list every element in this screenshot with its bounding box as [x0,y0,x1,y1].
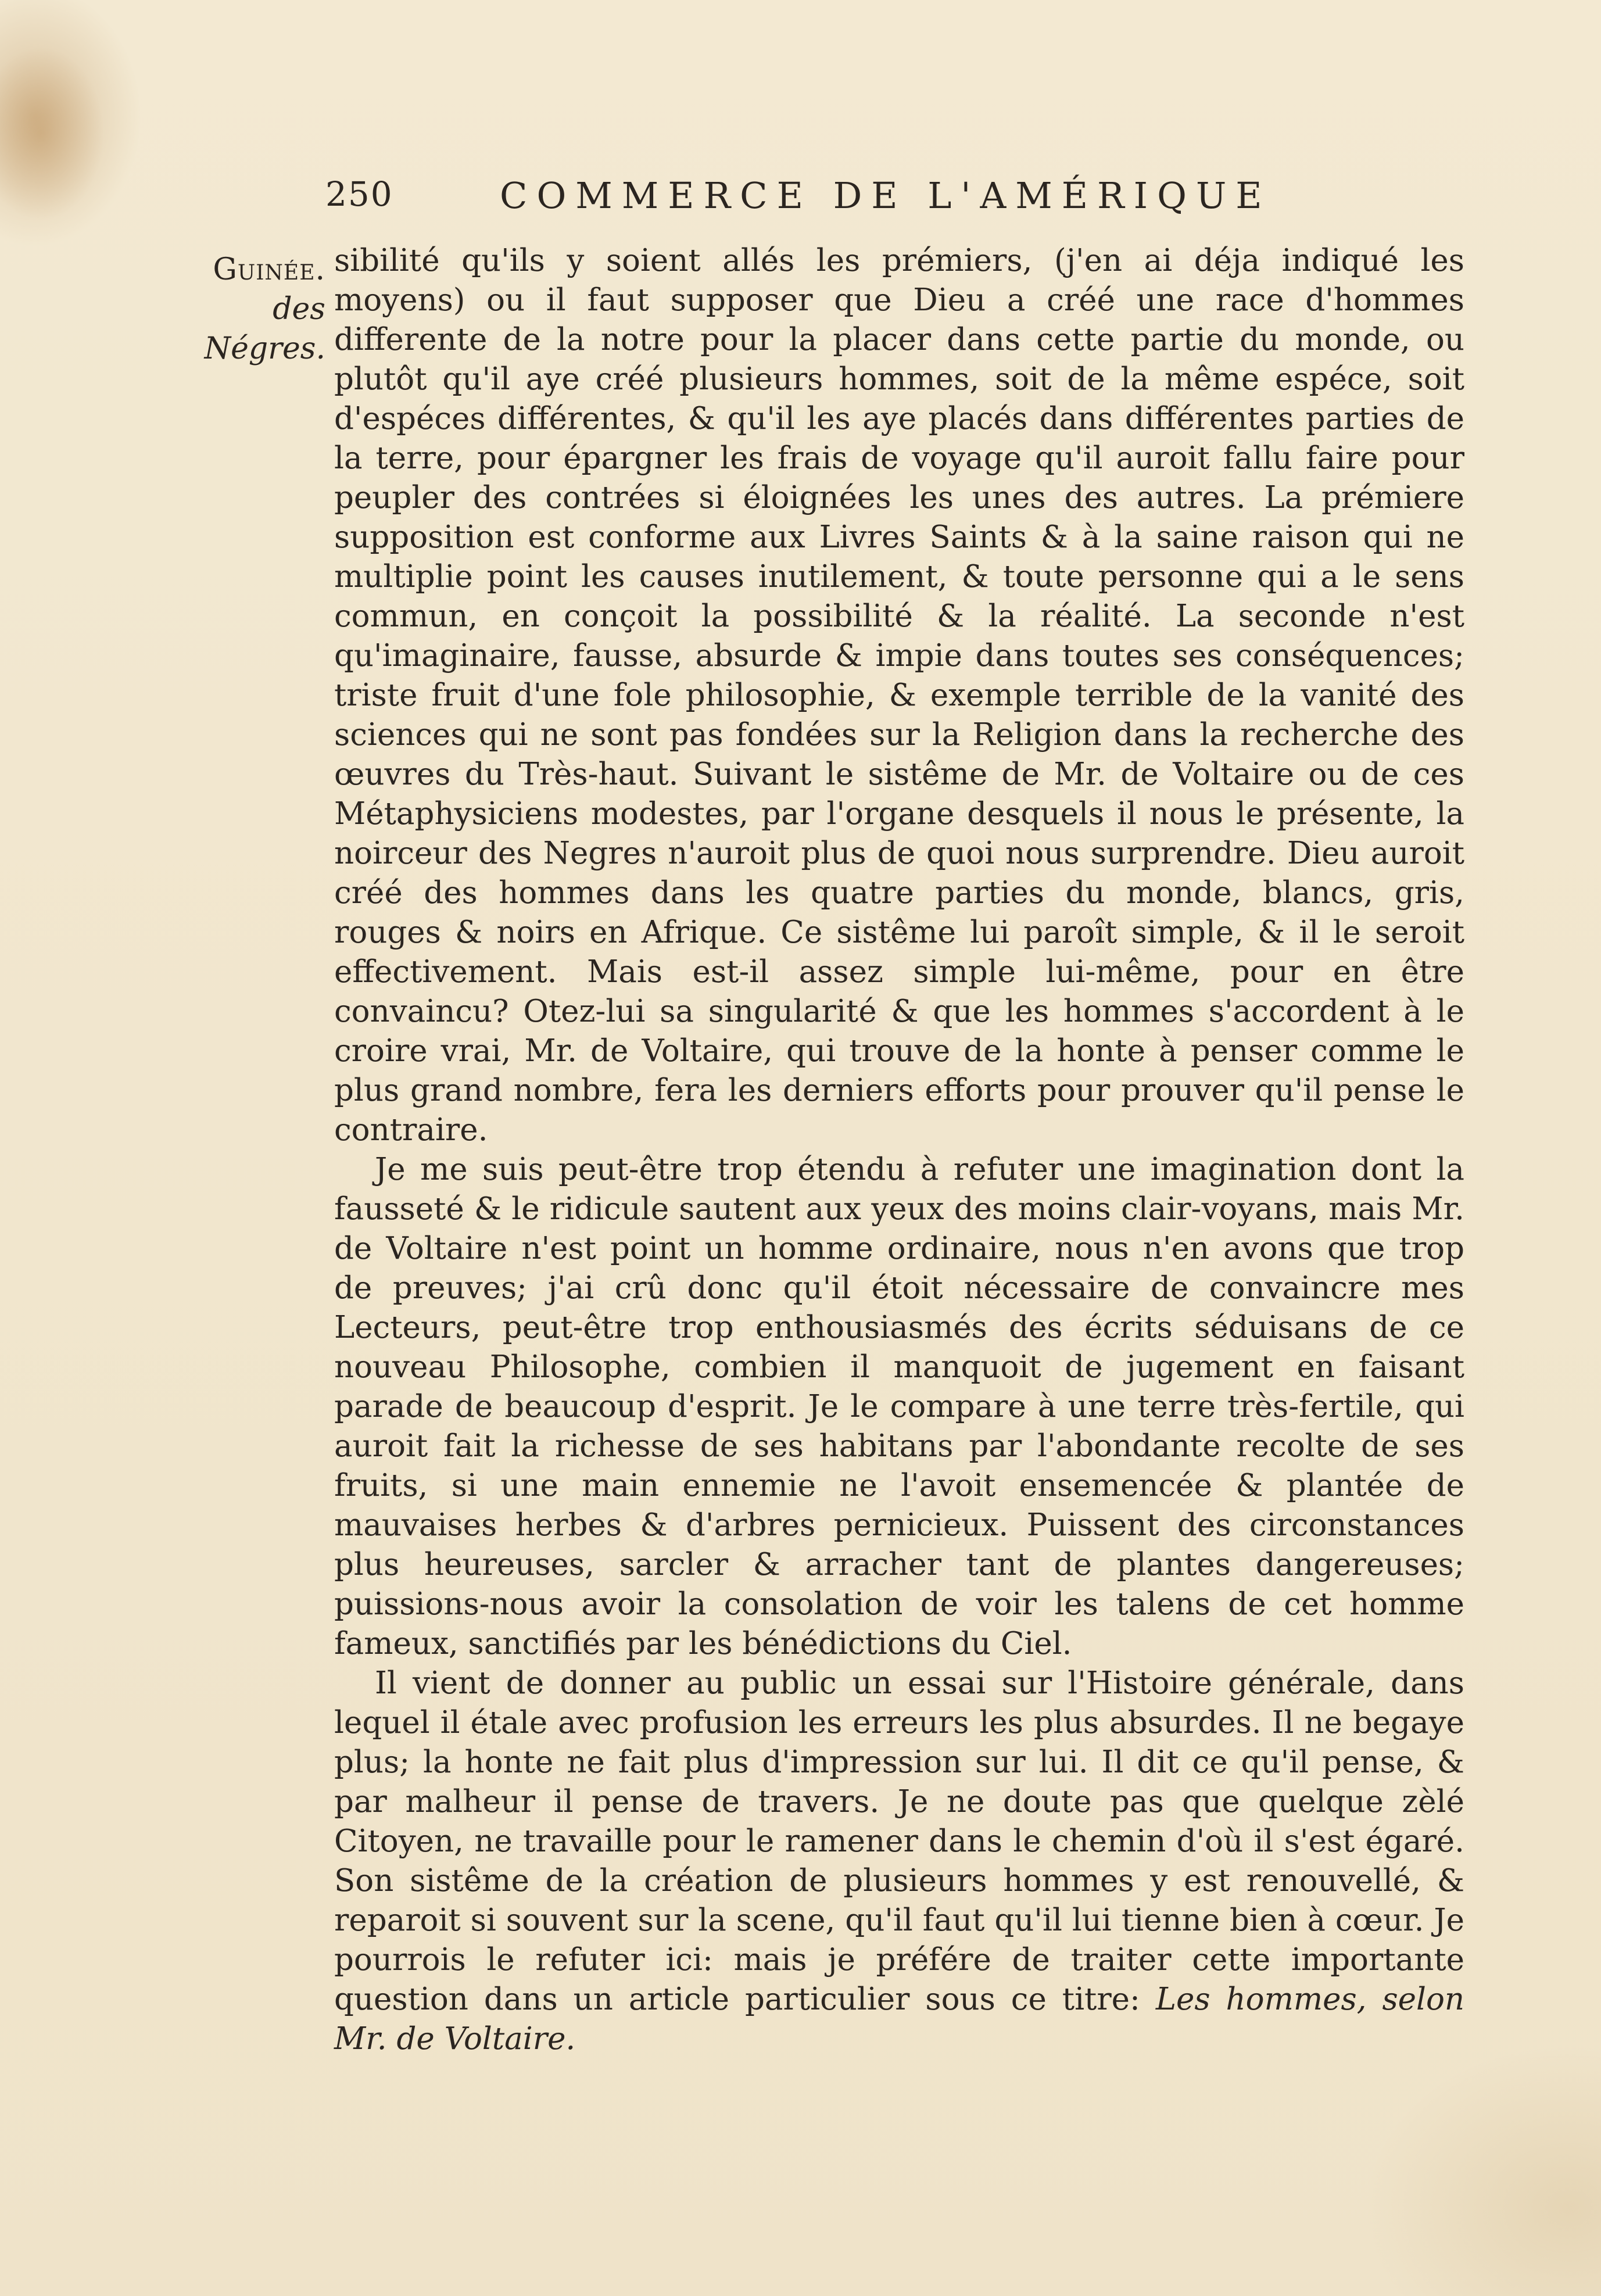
margin-note-guinee: Guinée. [213,252,325,287]
running-title: COMMERCE DE L'AMÉRIQUE [500,174,1272,217]
body-text [334,241,1464,2059]
margin-notes [157,250,325,368]
paragraph-3 [334,1664,1464,2059]
paragraph-3-text: Il vient de donner au public un essai sur l'Histoire générale, dans lequel il étale avec profusion les erreurs les plus absurdes. Il ne begaye plus; la honte ne fait plus d'impression sur lui. Il dit ce qu'il pense, & par malheur il pense de travers. Je ne doute pas que quelque zèlé Citoyen, ne travaille pour le ramener dans le chemin d'où il s'est égaré. Son sistême de la création de plusieurs hommes y est renouvellé, & reparoit si souvent sur la scene, qu'il faut qu'il lui tienne bien à cœur. Je pourrois le refuter ici: mais je préfére de traiter cette importante question dans un article particulier sous ce titre: [334,1665,1464,2017]
paragraph-1: sibilité qu'ils y soient allés les prémiers, (j'en ai déja indiqué les moyens) ou il faut supposer que Dieu a créé une race d'hommes differente de la notre pour la placer dans cette partie du monde, ou plutôt qu'il aye créé plusieurs hommes, soit de la même espéce, soit d'espéces différentes, & qu'il les aye placés dans différentes parties de la terre, pour épargner les frais de voyage qu'il auroit fallu faire pour peupler des contrées si éloignées les unes des autres. La prémiere supposition est conforme aux Livres Saints & à la saine raison qui ne multiplie point les causes inutilement, & toute personne qui a le sens commun, en conçoit la possibilité & la réalité. La seconde n'est qu'imaginaire, fausse, absurde & impie dans toutes ses conséquences; triste fruit d'une fole philosophie, & exemple terrible de la vanité des sciences qui ne sont pas fondées sur la Religion dans la recherche des œuvres du Très-haut. Suivant le sistême de Mr. de Voltaire ou de ces Métaphysiciens modestes, par l'organe desquels il nous le présente, la noirceur des Negres n'auroit plus de quoi nous surprendre. Dieu auroit créé des hommes dans les quatre parties du monde, blancs, gris, rouges & noirs en Afrique. Ce sistême lui paroît simple, & il le seroit effectivement. Mais est-il assez simple lui-même, pour en être convaincu? Otez-lui sa singularité & que les hommes s'accordent à le croire vrai, Mr. de Voltaire, qui trouve de la honte à penser comme le plus grand nombre, fera les derniers efforts pour prouver qu'il pense le contraire. [334,243,1464,1148]
page-number: 250 [325,174,393,214]
margin-note-negres: des Négres. [204,292,325,366]
paragraph-2: Je me suis peut-être trop étendu à refuter une imagination dont la fausseté & le ridicule sautent aux yeux des moins clair-voyans, mais Mr. de Voltaire n'est point un homme ordinaire, nous n'en avons que trop de preuves; j'ai crû donc qu'il étoit nécessaire de convaincre mes Lecteurs, peut-être trop enthousiasmés des écrits séduisans de ce nouveau Philosophe, combien il manquoit de jugement en faisant parade de beaucoup d'esprit. Je le compare à une terre très-fertile, qui auroit fait la richesse de ses habitans par l'abondante recolte de ses fruits, si une main ennemie ne l'avoit ensemencée & plantée de mauvaises herbes & d'arbres pernicieux. Puissent des circonstances plus heureuses, sarcler & arracher tant de plantes dangereuses; puissions-nous avoir la consolation de voir les talens de cet homme fameux, sanctifiés par les bénédictions du Ciel. [334,1152,1464,1661]
paper-stain [0,46,105,221]
page-header [325,174,1302,227]
closing-title: Les hommes, selon Mr. de Voltaire. [334,1982,1464,2057]
